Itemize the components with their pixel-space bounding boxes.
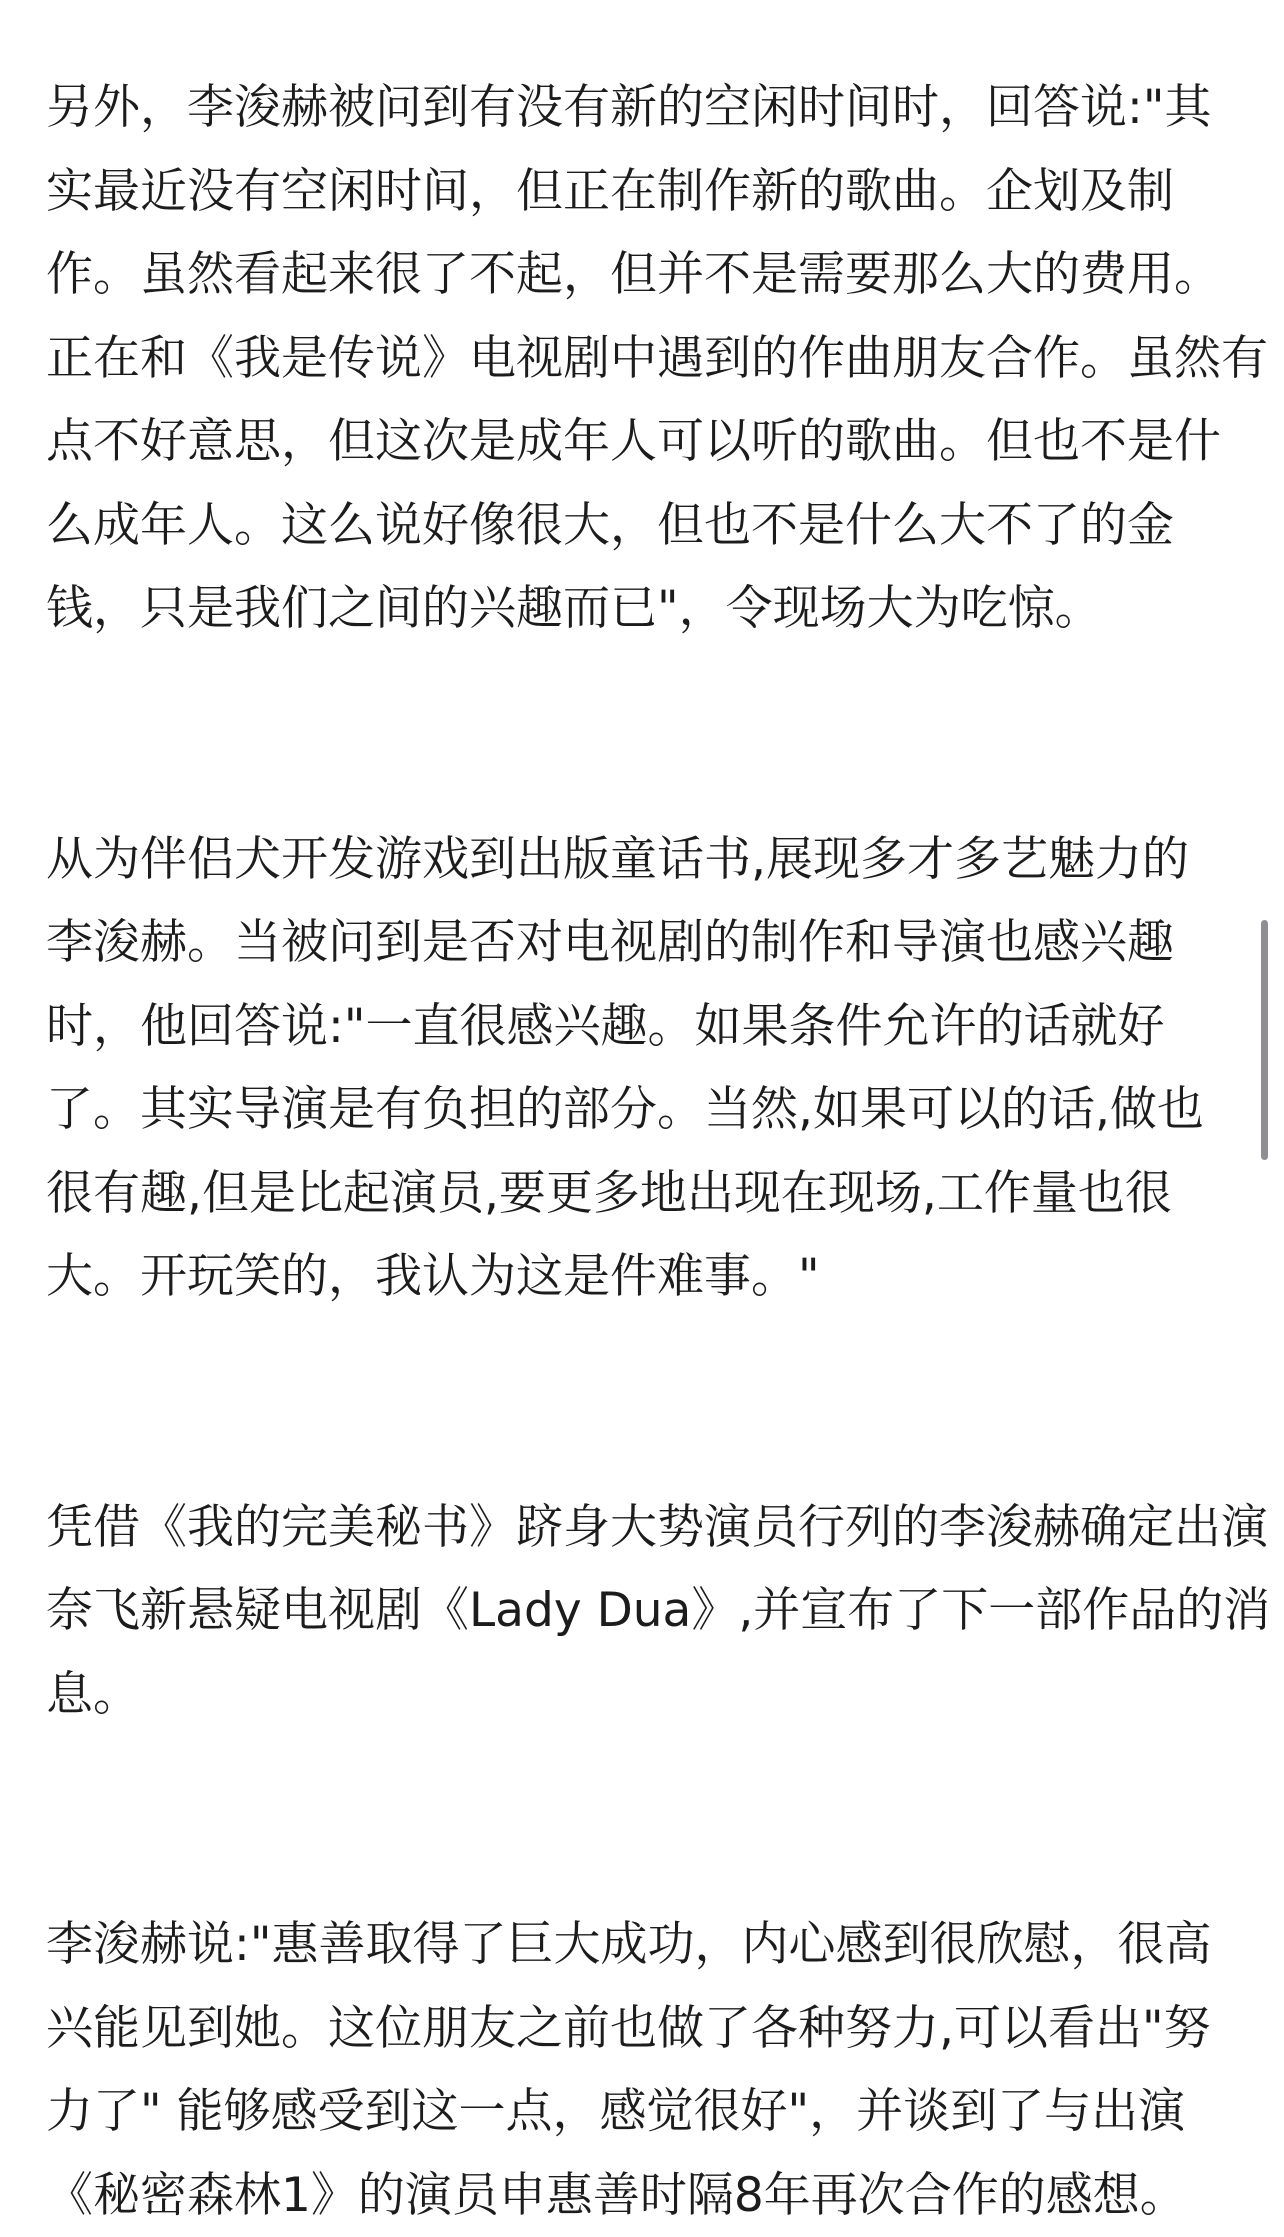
text-line: 了。其实导演是有负担的部分。当然,如果可以的话,做也 [46,1068,1246,1152]
text-line: 凭借《我的完美秘书》跻身大势演员行列的李浚赫确定出演 [46,1486,1246,1570]
paragraph-2 [46,818,1246,1319]
text-line: 正在和《我是传说》电视剧中遇到的作曲朋友合作。虽然有 [46,317,1246,401]
paragraph-3 [46,1486,1246,1737]
text-line: 《秘密森林1》的演员申惠善时隔8年再次合作的感想。 [46,2154,1246,2237]
paragraph-1 [46,66,1246,651]
text-line: 很有趣,但是比起演员,要更多地出现在现场,工作量也很 [46,1152,1246,1236]
paragraph-gap [46,1736,1246,1903]
text-line: 从为伴侣犬开发游戏到出版童话书,展现多才多艺魅力的 [46,818,1246,902]
text-line: 实最近没有空闲时间，但正在制作新的歌曲。企划及制 [46,150,1246,234]
text-line: 李浚赫。当被问到是否对电视剧的制作和导演也感兴趣 [46,901,1246,985]
paragraph-gap [46,651,1246,818]
vertical-scrollbar[interactable] [1261,920,1268,1160]
text-line: 时，他回答说:"一直很感兴趣。如果条件允许的话就好 [46,985,1246,1069]
text-line: 大。开玩笑的，我认为这是件难事。" [46,1235,1246,1319]
text-line: 兴能见到她。这位朋友之前也做了各种努力,可以看出"努 [46,1987,1246,2071]
text-line: 李浚赫说:"惠善取得了巨大成功，内心感到很欣慰，很高 [46,1903,1246,1987]
text-line: 息。 [46,1653,1246,1737]
text-line: 力了" 能够感受到这一点，感觉很好"，并谈到了与出演 [46,2070,1246,2154]
text-line: 么成年人。这么说好像很大，但也不是什么大不了的金 [46,484,1246,568]
article-body [46,66,1246,2237]
text-line: 点不好意思，但这次是成年人可以听的歌曲。但也不是什 [46,400,1246,484]
text-line: 钱，只是我们之间的兴趣而已"，令现场大为吃惊。 [46,567,1246,651]
text-line: 作。虽然看起来很了不起，但并不是需要那么大的费用。 [46,233,1246,317]
paragraph-4 [46,1903,1246,2237]
text-line: 奈飞新悬疑电视剧《Lady Dua》,并宣布了下一部作品的消 [46,1569,1246,1653]
text-line: 另外，李浚赫被问到有没有新的空闲时间时，回答说:"其 [46,66,1246,150]
paragraph-gap [46,1319,1246,1486]
